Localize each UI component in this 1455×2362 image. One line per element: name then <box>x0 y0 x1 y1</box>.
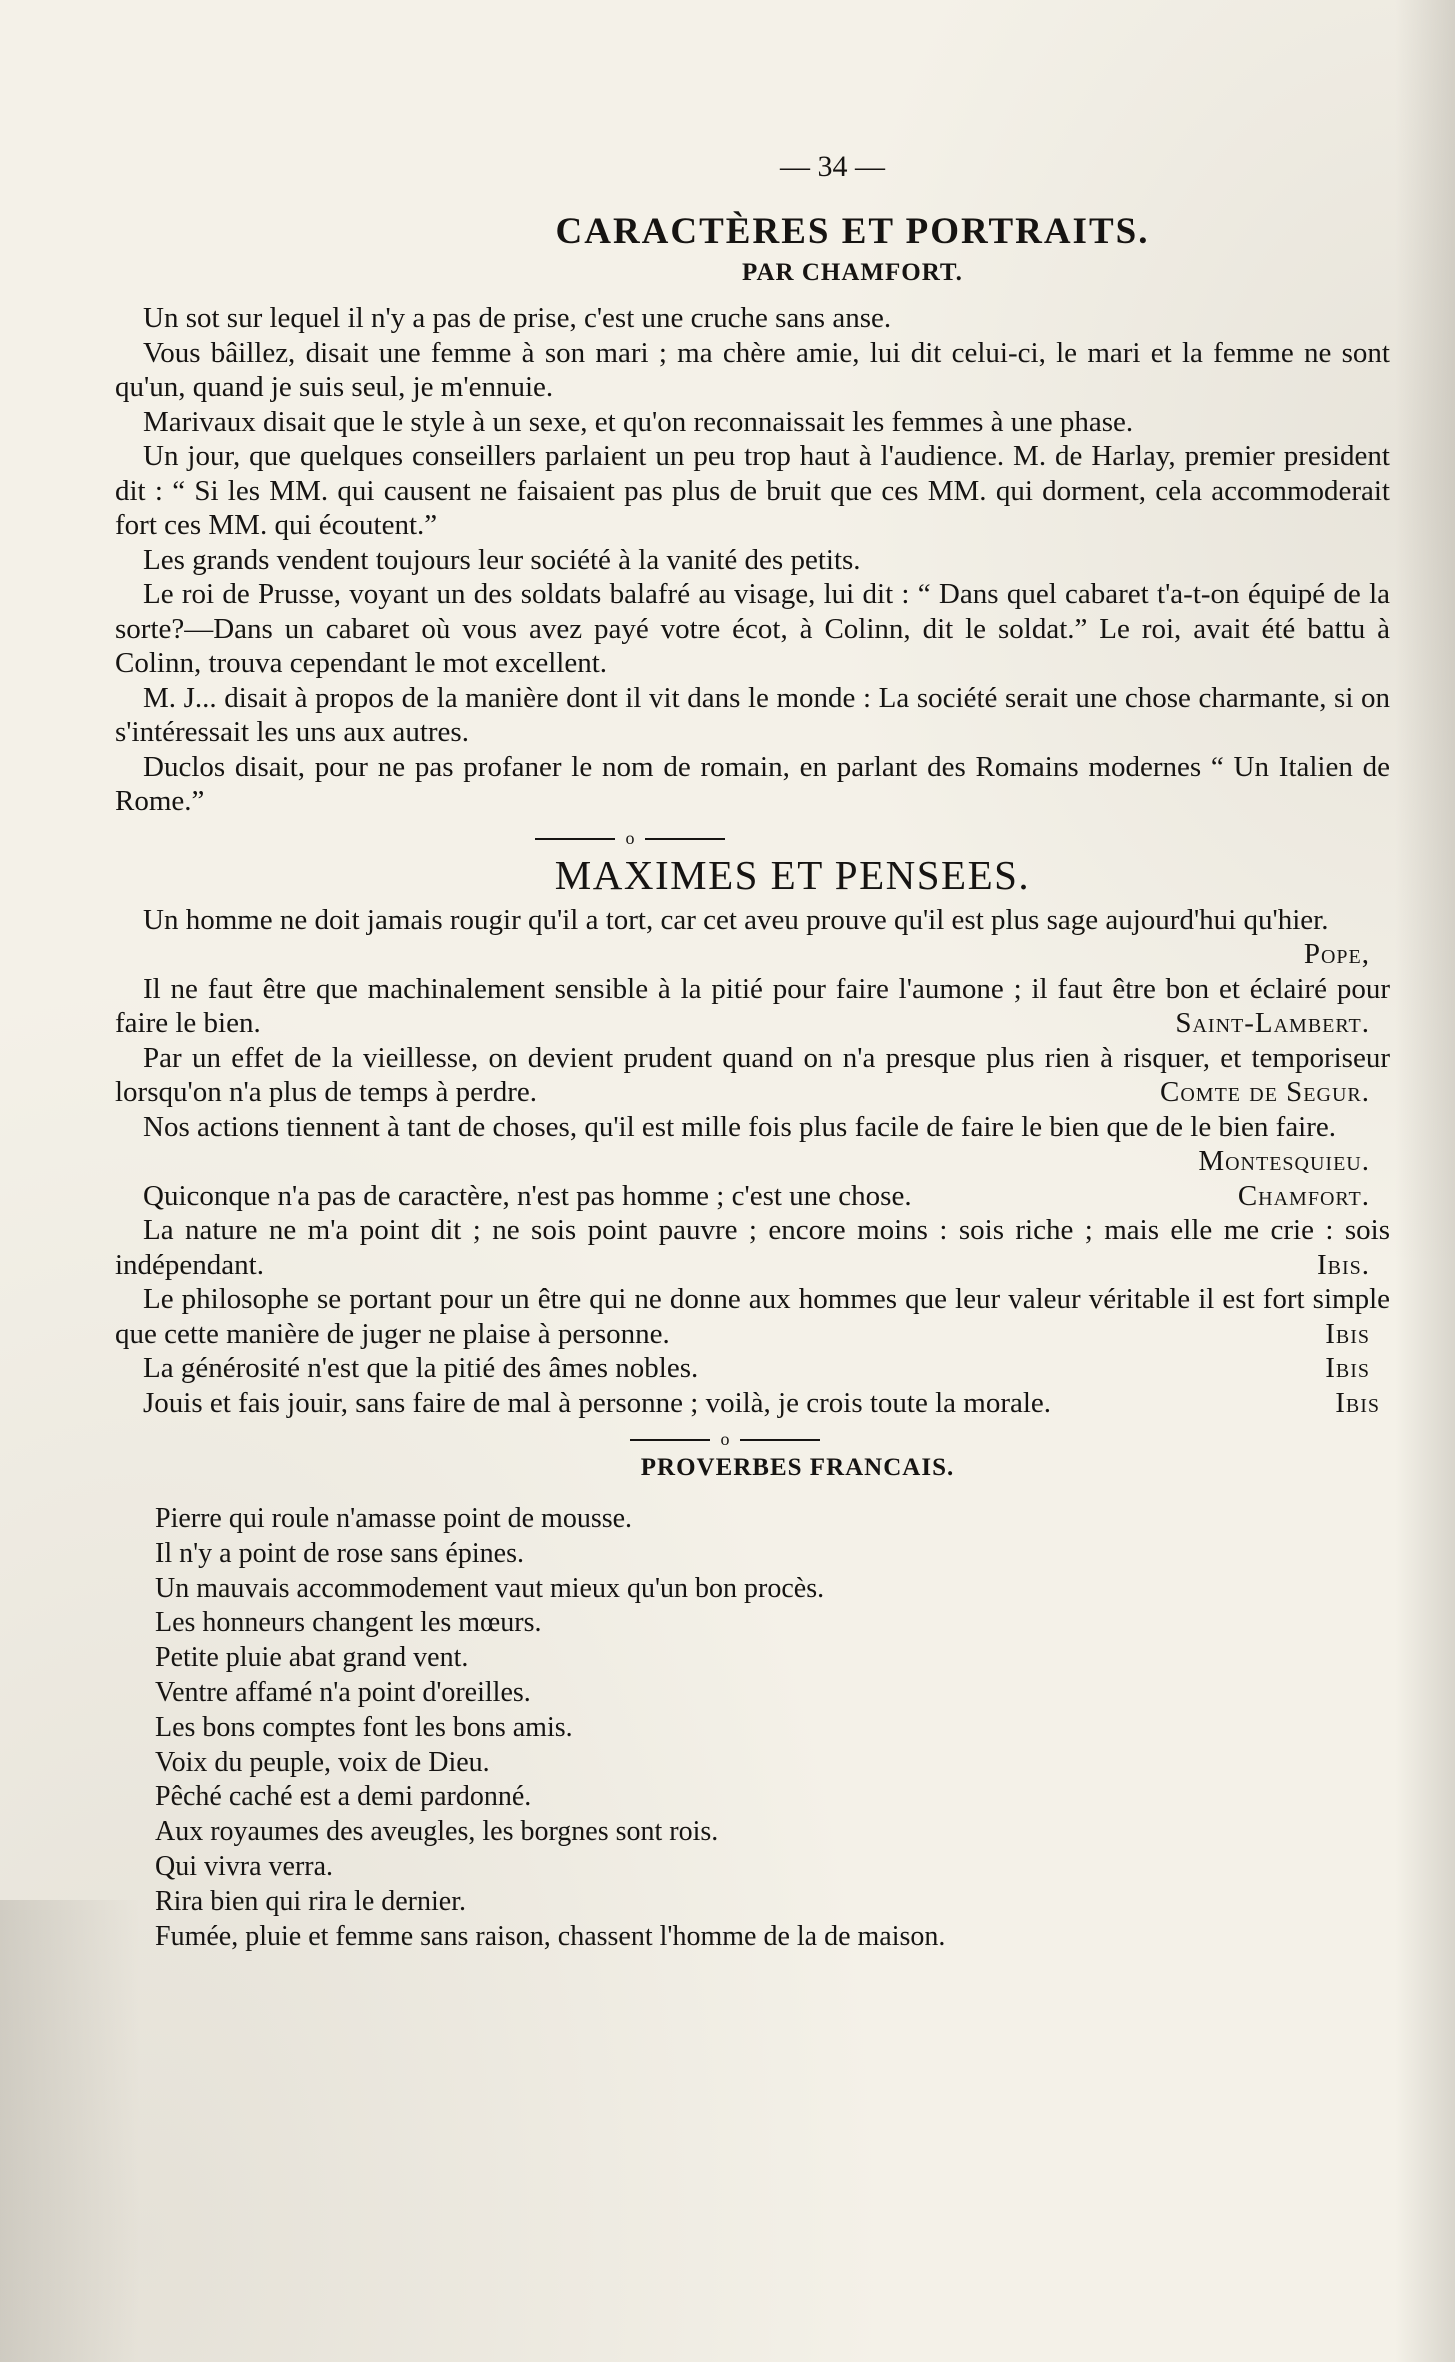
maxim <box>115 1213 1390 1282</box>
maxim <box>115 972 1390 1041</box>
maxim-author: Pope, <box>1303 938 1370 970</box>
maxim-author: Ibis <box>1335 1386 1380 1419</box>
maxims-list <box>115 903 1390 1421</box>
page-edge-shadow <box>1395 0 1455 2362</box>
proverb: Petite pluie abat grand vent. <box>155 1642 469 1674</box>
paragraph: Le roi de Prusse, voyant un des soldats balafré au visage, lui dit : “ Dans quel cabaret t'a-t-on équipé de la sorte?—Dans un cabaret où vous avez payé votre écot, à Colinn, dit le soldat.” Le roi, avait été battu à Colinn, trouva cependant le mot excellent. <box>115 578 1390 679</box>
proverb: Aux royaumes des aveugles, les borgnes sont rois. <box>155 1816 719 1848</box>
proverb: Les honneurs changent les mœurs. <box>155 1607 542 1639</box>
paragraph: Marivaux disait que le style à un sexe, et qu'on reconnaissait les femmes à une phase. <box>143 405 1134 438</box>
maxim-author: Ibis. <box>1316 1248 1370 1281</box>
paragraph: Les grands vendent toujours leur société à la vanité des petits. <box>143 543 861 576</box>
maxim <box>115 1282 1390 1351</box>
maxim <box>115 903 1390 970</box>
maxim-text: La générosité n'est que la pitié des âmes nobles. <box>143 1352 699 1384</box>
maxim-author: Saint-Lambert. <box>1175 1007 1370 1039</box>
paragraph: Vous bâillez, disait une femme à son mari ; ma chère amie, lui dit celui-ci, le mari et la femme ne sont qu'un, quand je suis seul, je m'ennuie. <box>115 336 1390 403</box>
proverb: Les bons comptes font les bons amis. <box>155 1711 573 1743</box>
section-byline: PAR CHAMFORT. <box>742 259 963 286</box>
caracteres-paragraphs <box>115 301 1390 819</box>
proverb: Qui vivra verra. <box>155 1850 334 1882</box>
maxim-author: Ibis <box>1325 1352 1370 1384</box>
paragraph: Un sot sur lequel il n'y a pas de prise, c'est une cruche sans anse. <box>143 302 892 334</box>
proverb: Un mauvais accommodement vaut mieux qu'un bon procès. <box>155 1572 825 1604</box>
paragraph: Duclos disait, pour ne pas profaner le nom de romain, en parlant des Romains modernes “ Un Italien de Rome.” <box>115 750 1390 817</box>
proverbs-list <box>115 1502 1390 1954</box>
proverb: Il n'y a point de rose sans épines. <box>155 1537 524 1569</box>
paragraph: Un jour, que quelques conseillers parlaient un peu trop haut à l'audience. M. de Harlay, premier president dit : “ Si les MM. qui causent ne faisaient pas plus de bruit que ces MM. qui dorment, cela accommoderait fort ces MM. qui écoutent.” <box>115 440 1390 541</box>
maxim-text: Par un effet de la vieillesse, on devient prudent quand on n'a presque plus rien à risquer, et temporiseur lorsqu'on n'a plus de temps à perdre. <box>115 1041 1390 1108</box>
paragraph: M. J... disait à propos de la manière dont il vit dans le monde : La société serait une chose charmante, si on s'intéressait les uns aux autres. <box>115 681 1390 748</box>
proverb: Pêché caché est a demi pardonné. <box>155 1781 532 1813</box>
maxim-author: Comte de Segur. <box>1160 1076 1370 1108</box>
page-number: — 34 — <box>780 150 885 183</box>
maxim <box>115 1041 1390 1110</box>
maxim-text: La nature ne m'a point dit ; ne sois point pauvre ; encore moins : sois riche ; mais elle me crie : sois indépendant. <box>115 1214 1390 1281</box>
maxim-text: Le philosophe se portant pour un être qui ne donne aux hommes que leur valeur véritable il est fort simple que cette manière de juger ne plaise à personne. <box>115 1283 1390 1350</box>
maxim <box>115 1351 1390 1386</box>
maxim-author: Montesquieu. <box>1198 1145 1370 1177</box>
maxim-author: Ibis <box>1325 1317 1370 1350</box>
page-content <box>115 150 1390 1954</box>
maxim <box>115 1179 1390 1214</box>
section-separator: o <box>535 829 725 847</box>
proverb: Pierre qui roule n'amasse point de mousse. <box>155 1503 633 1534</box>
maxim-author: Chamfort. <box>1237 1179 1370 1212</box>
maxim-text: Nos actions tiennent à tant de choses, qu'il est mille fois plus facile de faire le bien que de le bien faire. <box>143 1110 1337 1143</box>
maxim <box>115 1386 1390 1421</box>
maxim-text: Il ne faut être que machinalement sensible à la pitié pour faire l'aumone ; il faut être bon et éclairé pour faire le bien. <box>115 972 1390 1039</box>
maxim-text: Quiconque n'a pas de caractère, n'est pas homme ; c'est une chose. <box>143 1179 912 1212</box>
maxim <box>115 1110 1390 1177</box>
proverb: Ventre affamé n'a point d'oreilles. <box>155 1676 531 1708</box>
maxim-text: Jouis et fais jouir, sans faire de mal à personne ; voilà, je crois toute la morale. <box>143 1386 1052 1419</box>
section-separator: o <box>630 1430 820 1448</box>
section-title-caracteres: CARACTÈRES ET PORTRAITS. <box>555 211 1150 252</box>
maxim-text: Un homme ne doit jamais rougir qu'il a tort, car cet aveu prouve qu'il est plus sage aujourd'hui qu'hier. <box>143 903 1329 936</box>
proverb: Voix du peuple, voix de Dieu. <box>155 1746 490 1778</box>
section-title-proverbes: PROVERBES FRANCAIS. <box>640 1454 955 1481</box>
proverb: Rira bien qui rira le dernier. <box>155 1885 466 1917</box>
proverb: Fumée, pluie et femme sans raison, chassent l'homme de la de maison. <box>155 1920 946 1952</box>
section-title-maximes: MAXIMES ET PENSEES. <box>554 851 1031 898</box>
page-corner-shadow <box>0 1900 140 2362</box>
